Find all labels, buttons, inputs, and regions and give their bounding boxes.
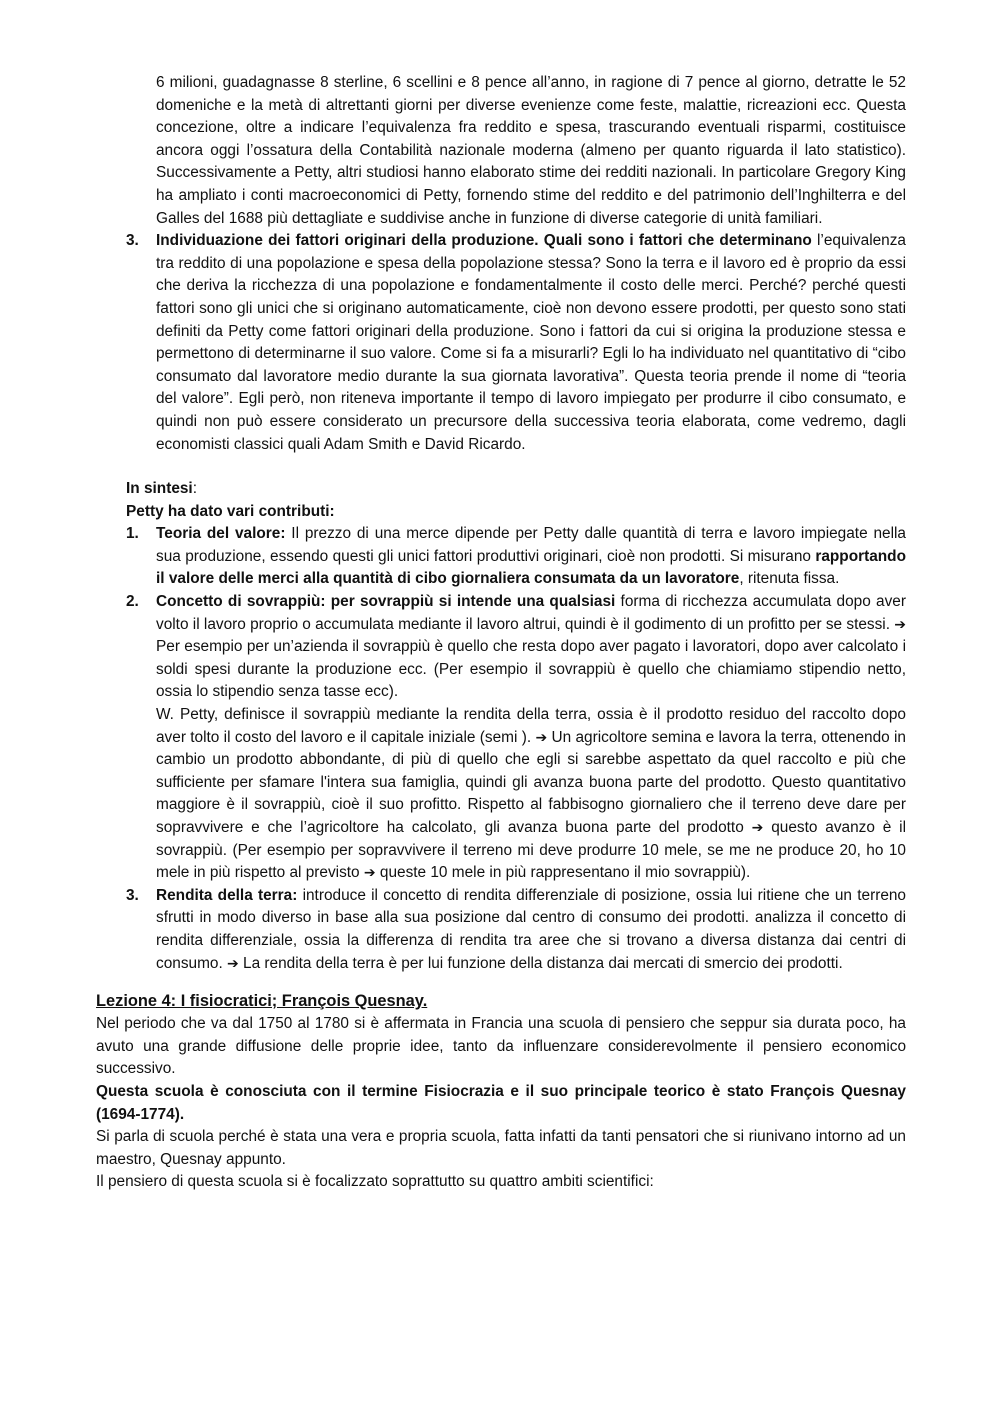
document-page: [96, 72, 906, 1194]
item-text: W. Petty, definisce il sovrappiù mediante la rendita della terra, ossia è il prodotto residuo del raccolto dopo aver tolto il costo del lavoro e il capitale iniziale (semi ).: [156, 706, 906, 746]
item-text: Un agricoltore semina e lavora la terra, ottenendo in cambio un prodotto abbondante, di più di quello che egli si sarebbe aspettato da quel raccolto e più che sufficiente per sfamare l'intera sua famiglia, quindi gli avanza buona parte del prodotto. Questo quantitativo maggiore è il sovrappiù, cioè il suo profitto. Rispetto al fabbisogno giornaliero che il terreno deve dare per sopravvivere e che l’agricoltore ha calcolato, gli avanza buona parte del prodotto: [156, 728, 906, 836]
summary-heading-colon: :: [192, 480, 197, 498]
arrow-icon: ➔: [227, 955, 239, 972]
item-text: queste 10 mele in più rappresentano il mio sovrappiù).: [375, 864, 751, 882]
summary-item-2: [96, 591, 906, 885]
summary-subheading: Petty ha dato vari contributi:: [126, 502, 335, 520]
list-number: 2.: [126, 593, 139, 611]
item-bold-heading: Teoria del valore:: [156, 525, 286, 543]
lesson-paragraph: Nel periodo che va dal 1750 al 1780 si è affermata in Francia una scuola di pensiero che seppur sia durata poco, ha avuto una grande diffusione delle proprie idee, tanto da influenzare considerevolmente il pensiero economico successivo.: [96, 1015, 906, 1078]
item-bold-heading: Individuazione dei fattori originari della produzione. Quali sono i fattori che determinano: [156, 232, 812, 250]
item-text: Per esempio per un’azienda il sovrappiù è quello che resta dopo aver pagato i lavoratori, dopo aver calcolato i soldi spesi durante la produzione ecc. (Per esempio il sovrappiù è quello che chiamiamo stipendio netto, ossia lo stipendio senza tasse ecc).: [156, 638, 906, 701]
item-text: Il prezzo di una merce dipende per Petty dalle quantità di terra e lavoro impiegate nella sua produzione, essendo questi gli unici fattori produttivi originari, cioè non prodotti. Si misurano: [156, 525, 906, 565]
summary-item-1: [96, 523, 906, 591]
summary-heading-text: In sintesi: [126, 480, 193, 498]
summary-heading: [126, 478, 906, 501]
arrow-icon: ➔: [751, 820, 764, 836]
item-text: l’equivalenza tra reddito di una popolazione e spesa della popolazione stessa? Sono la terra e il lavoro ed è proprio da essi che deriva la ricchezza di una popolazione e fondamentalmente il costo delle merci. Perché? perché questi fattori sono gli unici che si originano automaticamente, cioè non devono essere prodotti, per questo sono stati definiti da Petty come fattori originari della produzione. Sono i fattori da cui si origina la produzione stessa e permettono di determinarne il suo valore. Come si fa a misurarli? Egli lo ha individuato nel quantitativo di “cibo consumato dal lavoratore medio durante la sua giornata lavorativa”. Questa teoria prende il nome di “teoria del valore”. Egli però, non riteneva importante il tempo di lavoro impiegato per produrre il cibo consumato, e quindi non può essere considerato un precursore della successiva teoria elaborata, come vedremo, dagli economisti classici quali Adam Smith e David Ricardo.: [156, 232, 906, 453]
lesson-paragraph: Si parla di scuola perché è stata una vera e propria scuola, fatta infatti da tanti pensatori che si riunivano intorno ad un maestro, Quesnay appunto.: [96, 1128, 906, 1168]
arrow-icon: ➔: [363, 865, 376, 882]
list-number: 1.: [126, 525, 139, 543]
item-bold-heading: Concetto di sovrappiù: per sovrappiù si intende una qualsiasi: [156, 593, 616, 611]
summary-heading-block: [96, 478, 906, 523]
summary-item-3: [96, 885, 906, 975]
continuation-paragraph: 6 milioni, guadagnasse 8 sterline, 6 scellini e 8 pence all’anno, in ragione di 7 pence al giorno, detratte le 52 domeniche e la metà di altrettanti giorni per diverse evenienze come feste, malattie, ricreazioni ecc. Questa concezione, oltre a indicare l’equivalenza fra reddito e spesa, trascurando eventuali risparmi, costituisce ancora oggi l’ossatura della Contabilità nazionale moderna (almeno per quanto riguarda il lato statistico). Successivamente a Petty, altri studiosi hanno elaborato stime dei redditi nazionali. In particolare Gregory King ha ampliato i conti macroeconomici di Petty, fornendo stime del reddito e del patrimonio dell’Inghilterra e del Galles del 1688 più dettagliate e suddivise anche in funzione di diverse categorie di unità familiari.: [156, 74, 906, 227]
lesson-bold-paragraph: Questa scuola è conosciuta con il termine Fisiocrazia e il suo principale teorico è stato François Quesnay (1694-1774).: [96, 1082, 906, 1123]
list-item-3: [96, 230, 906, 456]
arrow-icon: ➔: [894, 616, 907, 633]
list-number: 3.: [126, 886, 139, 904]
arrow-icon: ➔: [535, 729, 548, 746]
item-text: introduce il concetto di rendita differenziale di posizione, ossia lui ritiene che un terreno sfrutti in modo diverso in base alla sua posizione dal centro di consumo dei prodotti. analizza il concetto di rendita differenziale, ossia la differenza di rendita tra aree che si trovano a diversa distanza dai centri di consumo.: [156, 886, 906, 972]
item-text: forma di ricchezza accumulata dopo aver volto il lavoro proprio o accumulata mediante il lavoro altrui, quindi è il godimento di un profitto per se stessi.: [156, 593, 906, 633]
item-bold-text: rapportando il valore delle merci alla quantità di cibo giornaliera consumata da un lavoratore: [156, 547, 906, 588]
item-bold-heading: Rendita della terra:: [156, 886, 298, 904]
list-number: 3.: [126, 232, 139, 250]
lesson-paragraph: Il pensiero di questa scuola si è focalizzato soprattutto su quattro ambiti scientifici:: [96, 1173, 654, 1191]
item-text: La rendita della terra è per lui funzione della distanza dai mercati di smercio dei prodotti.: [238, 954, 843, 972]
item-text: , ritenuta fissa.: [739, 570, 840, 588]
item-text: questo avanzo è il sovrappiù. (Per esempio per sopravvivere il terreno mi deve produrre 10 mele, se me ne produce 20, ho 10 mele in più rispetto al previsto: [156, 819, 906, 882]
item-paragraph-2: [156, 704, 906, 885]
lesson-title: Lezione 4: I fisiocratici; François Quesnay.: [96, 992, 428, 1011]
